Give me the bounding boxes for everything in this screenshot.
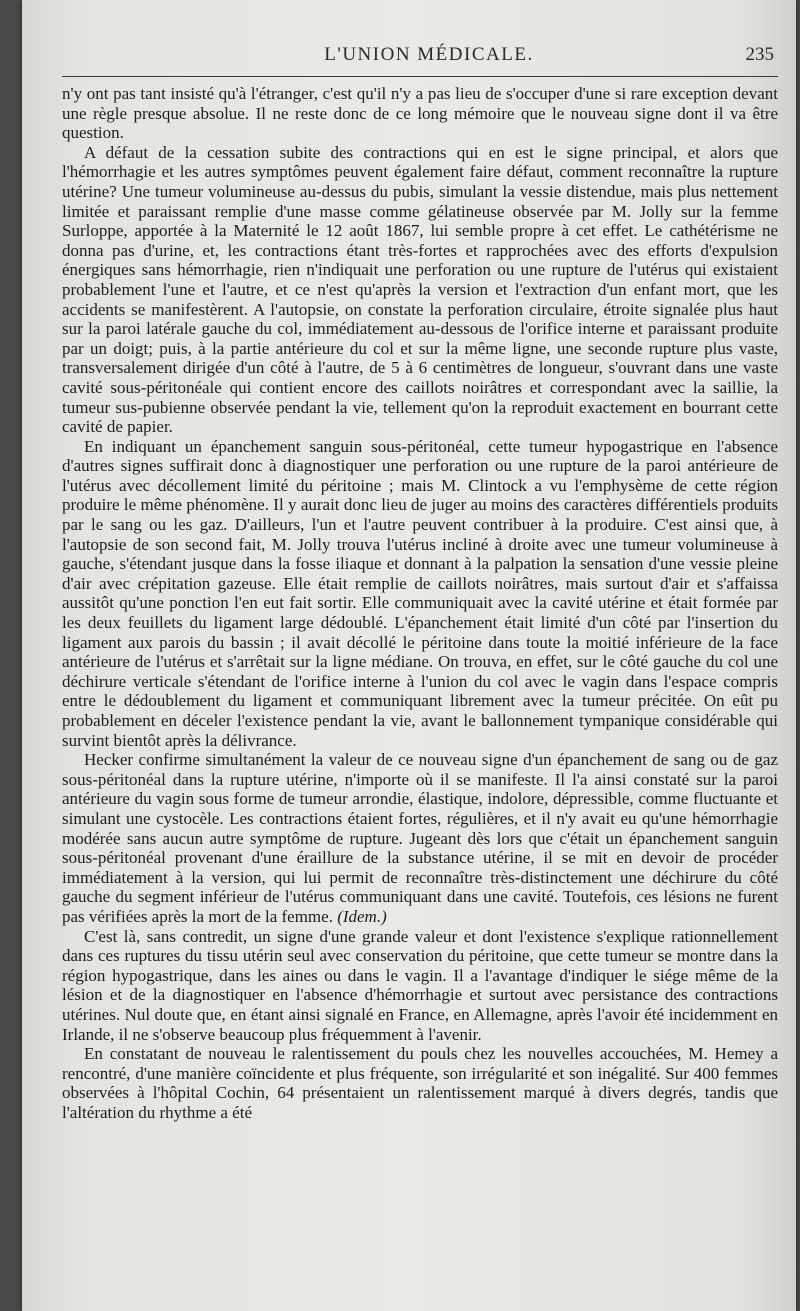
paragraph: En indiquant un épanchement sanguin sous-péritonéal, cette tumeur hypogastrique en l'absence d'autres signes suffirait donc à diagnostiquer une perforation ou une rupture de la paroi antérieure de l'utérus avec décollement limité du péritoine ; mais M. Clintock a vu l'emphysème de cette région produire le même phénomène. Il y aurait donc lieu de juger au moins des caractères différentiels produits par le sang ou les gaz. D'ailleurs, l'un et l'autre peuvent contribuer à la produire. C'est ainsi que, à l'autopsie de son second fait, M. Jolly trouva l'utérus incliné à droite avec une tumeur volumineuse à gauche, s'étendant jusque dans la fosse iliaque et donnant à la palpation la sensation d'une vessie pleine d'air avec crépitation gazeuse. Elle était remplie de caillots noirâtres, mais surtout d'air et s'affaissa aussitôt qu'une ponction l'en eut fait sortir. Elle communiquait avec la cavité utérine et était formée par les deux feuillets du ligament large dédoublé. L'épanchement était limité d'un côté par l'insertion du ligament aux parois du bassin ; il avait décollé le péritoine dans toute la moitié inférieure de la face antérieure de l'utérus et s'arrêtait sur la ligne médiane. On trouva, en effet, sur le côté gauche du col une déchirure verticale s'étendant de l'orifice interne à l'union du col avec le vagin dans l'espace compris entre le dédoublement du ligament et communiquant librement avec la tumeur précitée. On eût pu probablement en déceler l'existence pendant la vie, avant le ballonnement tympanique considérable qui survint bientôt après la délivrance.	[62, 436, 778, 750]
paragraph	[62, 750, 778, 926]
paragraph-text: Hecker confirme simultanément la valeur de ce nouveau signe d'un épanchement de sang ou de gaz sous-péritonéal dans la rupture utérine, n'importe où il se manifeste. Il l'a ainsi constaté sur la paroi antérieure du vagin sous forme de tumeur arrondie, élastique, indolore, dépressible, comme fluctuante et simulant une cystocèle. Les contractions étaient fortes, régulières, et il n'y avait eu qu'une hémorrhagie modérée sans aucun autre symptôme de rupture. Jugeant dès lors que c'était un épanchement sanguin sous-péritonéal provenant d'une éraillure de la substance utérine, il se mit en devoir de procéder immédiatement à la version, qui lui permit de reconnaître très-distinctement une déchirure du côté gauche du segment inférieur de l'utérus communiquant dans une cavité. Toutefois, ces lésions ne furent pas vérifiées après la mort de la femme.	[62, 750, 778, 926]
source-citation: (Idem.)	[337, 906, 387, 926]
paragraph: A défaut de la cessation subite des contractions qui en est le signe principal, et alors que l'hémorrhagie et les autres symptômes peuvent également faire défaut, comment reconnaître la rupture utérine? Une tumeur volumineuse au-dessus du pubis, simulant la vessie distendue, mais plus nettement limitée et paraissant remplie d'une masse comme gélatineuse observée par M. Jolly sur la femme Surloppe, apportée à la Maternité le 12 août 1867, lui semble propre à cet effet. Le cathétérisme ne donna pas d'urine, et, les contractions étant très-fortes et rapprochées avec des efforts d'expulsion énergiques sans hémorrhagie, rien n'indiquait une perforation ou une rupture de l'utérus qui existaient probablement l'une et l'autre, et ce n'est qu'après la version et l'extraction d'un enfant mort, que les accidents se manifestèrent. A l'autopsie, on constate la perforation circulaire, étroite signalée plus haut sur la paroi latérale gauche du col, immédiatement au-dessous de l'orifice interne et paraissant produite par un doigt; puis, à la partie antérieure du col et sur la même ligne, une seconde rupture plus vaste, transversalement dirigée d'un côté à l'autre, de 5 à 6 centimètres de longueur, s'ouvrant dans une vaste cavité sous-péritonéale qui contient encore des caillots noirâtres et correspondant avec la saillie, la tumeur sus-pubienne observée pendant la vie, tellement qu'on la reproduit exactement en bourrant cette cavité de papier.	[62, 142, 778, 437]
paragraph: n'y ont pas tant insisté qu'à l'étranger, c'est qu'il n'y a pas lieu de s'occuper d'une si rare exception devant une règle presque absolue. Il ne reste donc de ce long mémoire que le nouveau signe dont il va être question.	[62, 84, 778, 143]
page-number: 235	[745, 44, 774, 65]
running-title: L'UNION MÉDICALE.	[324, 44, 534, 65]
paragraph: C'est là, sans contredit, un signe d'une grande valeur et dont l'existence s'explique rationnellement dans ces ruptures du tissu utérin seul avec conservation du péritoine, que cette tumeur se montre dans la région hypogastrique, dans les aines ou dans le vagin. Il a l'avantage d'indiquer le siége même de la lésion et de la diagnostiquer en l'absence d'hémorrhagie et surtout avec persistance des contractions utérines. Nul doute que, en étant ainsi signalé en France, en Allemagne, après l'avoir été incidemment en Irlande, il ne s'observe beaucoup plus fréquemment à l'avenir.	[62, 926, 778, 1044]
document-page	[22, 0, 796, 1311]
paragraph: En constatant de nouveau le ralentissement du pouls chez les nouvelles accouchées, M. Hemey a rencontré, d'une manière coïncidente et plus fréquente, son irrégularité et son inégalité. Sur 400 femmes observées à l'hôpital Cochin, 64 présentaient un ralentissement marqué à divers degrés, tandis que l'altération du rhythme a été	[62, 1044, 778, 1122]
header-rule	[62, 76, 778, 77]
page-header	[82, 44, 776, 72]
article-body	[62, 84, 778, 1122]
